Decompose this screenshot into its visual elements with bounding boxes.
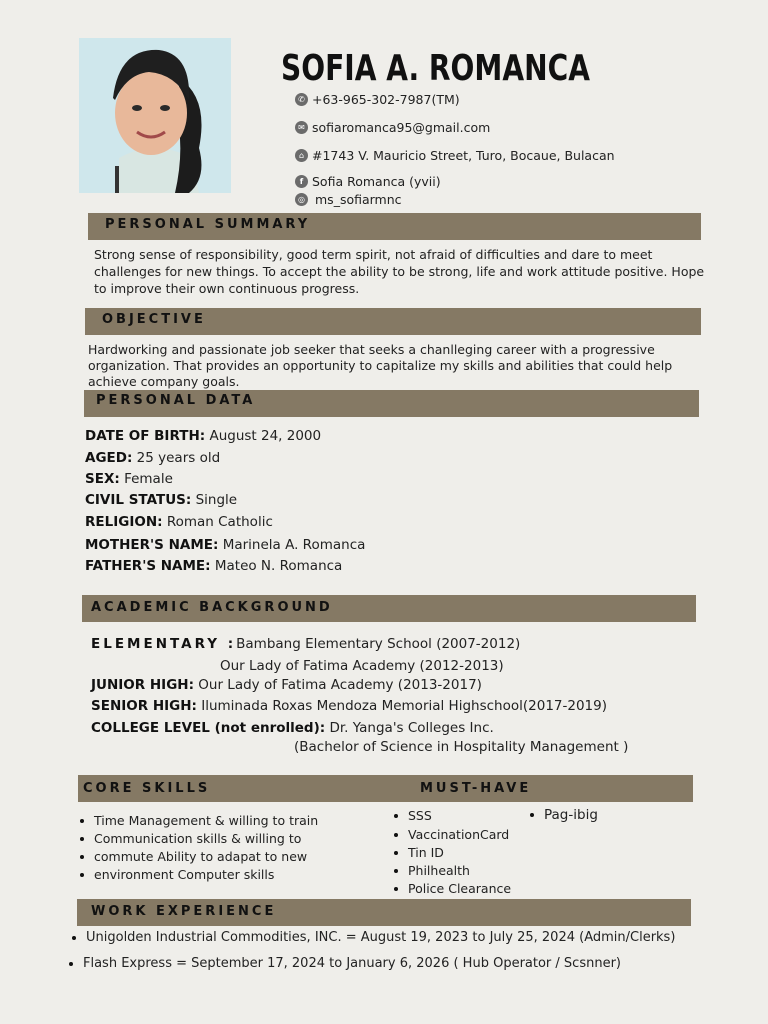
senior-high-label: SENIOR HIGH: (91, 698, 197, 714)
instagram-contact (295, 192, 402, 207)
instagram-handle[interactable]: ms_sofiarmnc (315, 192, 402, 207)
religion-label: RELIGION: (85, 514, 163, 530)
must-have-item: VaccinationCard (408, 827, 510, 842)
section-title: OBJECTIVE (102, 312, 206, 327)
facebook-contact (295, 174, 441, 189)
must-have-title: MUST-HAVE (420, 781, 532, 796)
elementary-label: ELEMENTARY : (91, 636, 237, 652)
civil-status-row (85, 492, 237, 508)
must-have-item: Police Clearance (408, 881, 512, 896)
junior-high-value: Our Lady of Fatima Academy (2013-2017) (198, 677, 482, 693)
civil-status-value: Single (195, 492, 238, 508)
work-experience-item: Unigolden Industrial Commodities, INC. = August 19, 2023 to July 25, 2024 (Admin/Clerks) (86, 930, 676, 945)
core-skill-item: Communication skills & willing to (94, 831, 302, 846)
elementary-row (91, 636, 520, 652)
candidate-name: SOFIA A. ROMANCA (281, 48, 590, 89)
sex-row (85, 471, 173, 487)
mother-name-label: MOTHER'S NAME: (85, 537, 219, 553)
phone-number: +63-965-302-7987(TM) (312, 92, 460, 107)
must-have-item: Pag-ibig (544, 807, 598, 823)
personal-data-header (84, 390, 699, 417)
facebook-name[interactable]: Sofia Romanca (yvii) (312, 174, 441, 189)
civil-status-label: CIVIL STATUS: (85, 492, 192, 508)
must-have-item: SSS (408, 808, 432, 823)
mother-name-row (85, 537, 365, 553)
section-title: ACADEMIC BACKGROUND (91, 600, 333, 615)
must-have-item: Tin ID (408, 845, 444, 860)
objective-header (85, 308, 701, 335)
core-skill-item: Time Management & willing to train (94, 813, 319, 828)
home-address: #1743 V. Mauricio Street, Turo, Bocaue, Bulacan (312, 148, 615, 163)
college-course: (Bachelor of Science in Hospitality Management ) (294, 739, 629, 755)
phone-contact (295, 92, 460, 107)
elementary-school-1: Bambang Elementary School (2007-2012) (236, 636, 521, 652)
work-experience-item: Flash Express = September 17, 2024 to January 6, 2026 ( Hub Operator / Scsnner) (83, 956, 621, 971)
skills-header (78, 775, 693, 802)
senior-high-row (91, 698, 607, 714)
dob-row (85, 428, 321, 444)
junior-high-row (91, 677, 482, 693)
must-have-item: Philhealth (408, 863, 470, 878)
dob-value: August 24, 2000 (209, 428, 322, 444)
senior-high-value: Iluminada Roxas Mendoza Memorial Highschool(2017-2019) (201, 698, 607, 714)
college-row (91, 720, 494, 736)
age-row (85, 450, 220, 466)
elementary-school-2: Our Lady of Fatima Academy (2012-2013) (220, 658, 504, 674)
email-address[interactable]: sofiaromanca95@gmail.com (312, 120, 491, 135)
profile-photo (79, 38, 231, 193)
email-contact (295, 120, 490, 135)
core-skill-item: environment Computer skills (94, 867, 275, 882)
home-icon: ⌂ (295, 149, 308, 162)
email-icon: ✉ (295, 121, 308, 134)
objective-text: Hardworking and passionate job seeker that seeks a chanlleging career with a progressive organization. That provides an opportunity to capitalize my skills and abilities that could help achieve company goals. (88, 342, 673, 389)
work-experience-header (77, 899, 691, 926)
age-label: AGED: (85, 450, 133, 466)
core-skill-item: commute Ability to adapat to new (94, 849, 308, 864)
mother-name-value: Marinela A. Romanca (222, 537, 366, 553)
academic-background-header (82, 595, 696, 622)
section-title: PERSONAL SUMMARY (105, 217, 311, 232)
personal-summary-text: Strong sense of responsibility, good term spirit, not afraid of difficulties and dare to meet challenges for new things. To accept the ability to be strong, life and work attitude positive. Hope to improve their own continuous progress. (94, 247, 705, 296)
dob-label: DATE OF BIRTH: (85, 428, 206, 444)
phone-icon: ✆ (295, 93, 308, 106)
facebook-icon: f (295, 175, 308, 188)
section-title: WORK EXPERIENCE (91, 904, 277, 919)
sex-label: SEX: (85, 471, 120, 487)
section-title: PERSONAL DATA (96, 393, 256, 408)
junior-high-label: JUNIOR HIGH: (91, 677, 194, 693)
college-label: COLLEGE LEVEL (not enrolled): (91, 720, 326, 736)
instagram-icon: ◎ (295, 193, 308, 206)
father-name-value: Mateo N. Romanca (214, 558, 343, 574)
personal-summary-header (88, 213, 701, 240)
college-value: Dr. Yanga's Colleges Inc. (329, 720, 494, 736)
age-value: 25 years old (136, 450, 221, 466)
address-contact (295, 148, 615, 163)
religion-value: Roman Catholic (166, 514, 273, 530)
father-name-row (85, 558, 342, 574)
religion-row (85, 514, 273, 530)
father-name-label: FATHER'S NAME: (85, 558, 211, 574)
sex-value: Female (124, 471, 173, 487)
core-skills-title: CORE SKILLS (83, 781, 211, 796)
